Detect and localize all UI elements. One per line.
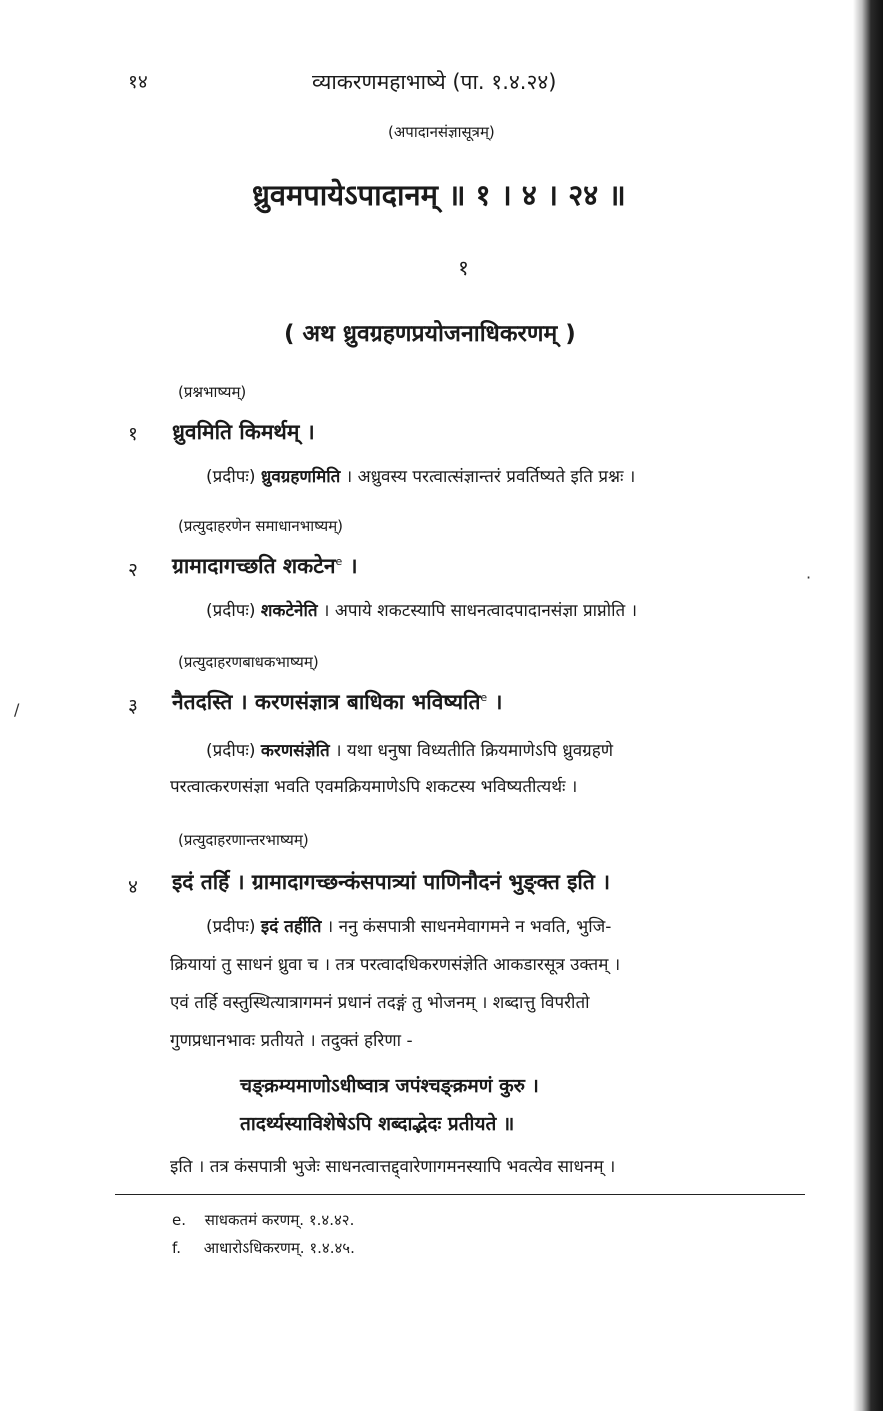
footnote [172,1238,355,1258]
bhashya-text [172,688,502,716]
bhashya-number: ४ [128,876,138,898]
pradipa-head: करणसंज्ञेति [260,741,330,761]
scan-mark: · [806,568,812,587]
section-label: (अपादानसंज्ञासूत्रम्) [388,123,495,141]
footnote [172,1210,354,1230]
bhashya-label: (प्रत्युदाहरणेन समाधानभाष्यम्) [178,517,344,535]
footnote-text: साधकतमं करणम्. १.४.४२. [204,1211,355,1229]
footnote-marker: e [335,555,343,568]
bhashya-label: (प्रत्युदाहरणान्तरभाष्यम्) [178,831,309,849]
pradipa-line: । ननु कंसपात्री साधनमेवागमने न भवति, भुजि- [326,917,612,937]
footnote-rule [115,1194,805,1195]
bhashya-text [172,552,358,580]
pradipa-head: इदं तर्हीति [260,917,322,937]
verse-line: तादर्थ्यस्याविशेषेऽपि शब्दाद्भेदः प्रतीयते ॥ [240,1113,515,1135]
pradipa-commentary [206,598,637,621]
adhikarana-title: ( अथ ध्रुवग्रहणप्रयोजनाधिकरणम् ) [284,321,576,347]
pradipa-line: । यथा धनुषा विध्यतीति क्रियमाणेऽपि ध्रुवग्रहणे [335,741,614,761]
closing-line: इति । तत्र कंसपात्री भुजेः साधनत्वात्तद्द्वारेणागमनस्यापि भवत्येव साधनम् । [170,1157,616,1177]
running-title: व्याकरणमहाभाष्ये (पा. १.४.२४) [312,70,557,94]
bhashya-text: इदं तर्हि । ग्रामादागच्छन्कंसपात्र्यां पाणिनौदनं भुङ्क्त इति । [172,870,611,894]
pradipa-line: परत्वात्करणसंज्ञा भवति एवमक्रियमाणेऽपि शकटस्य भविष्यतीत्यर्थः । [170,777,578,797]
pradipa-tag: (प्रदीपः) [206,467,256,487]
sutra-heading: ध्रुवमपायेऽपादानम् ॥ १ । ४ । २४ ॥ [252,178,626,212]
pradipa-line: एवं तर्हि वस्तुस्थित्यात्रागमनं प्रधानं तदङ्गं तु भोजनम् । शब्दात्तु विपरीतो [170,993,590,1013]
bhashya-number: २ [128,559,138,581]
pradipa-tag: (प्रदीपः) [206,741,256,761]
bhashya-number: ३ [128,695,138,717]
bhashya-label: (प्रश्नभाष्यम्) [178,383,247,401]
bhashya-main: नैतदस्ति । करणसंज्ञात्र बाधिका भविष्यति [172,690,481,714]
pradipa-commentary [206,738,613,761]
bhashya-label: (प्रत्युदाहरणबाधकभाष्यम्) [178,653,319,671]
pradipa-tag: (प्रदीपः) [206,601,256,621]
pradipa-line: गुणप्रधानभावः प्रतीयते । तदुक्तं हरिणा - [170,1031,413,1051]
adhikarana-number: १ [458,256,469,280]
pradipa-line: । अपाये शकटस्यापि साधनत्वादपादानसंज्ञा प्राप्नोति । [323,601,638,621]
footnote-text: आधारोऽधिकरणम्. १.४.४५. [203,1239,355,1257]
pradipa-line: । अध्रुवस्य परत्वात्संज्ञान्तरं प्रवर्तिष्यते इति प्रश्नः । [345,467,636,487]
bhashya-main: ग्रामादागच्छति शकटेन [172,554,336,578]
pradipa-head: शकटेनेति [260,601,318,621]
footnote-mark: e. [172,1211,186,1229]
footnote-marker: e [480,691,488,704]
pradipa-commentary [206,464,635,487]
pradipa-tag: (प्रदीपः) [206,917,256,937]
bhashya-end: । [487,690,503,714]
pradipa-head: ध्रुवग्रहणमिति [260,467,341,487]
page-number: १४ [128,71,148,93]
bhashya-end: । [342,554,358,578]
verse-line: चङ्क्रम्यमाणोऽधीष्वात्र जपंश्चङ्क्रमणं कुरु । [240,1075,539,1097]
pradipa-line: क्रियायां तु साधनं ध्रुवा च । तत्र परत्वादधिकरणसंज्ञेति आकडारसूत्र उक्तम् । [170,955,621,975]
pradipa-commentary [206,914,611,937]
bhashya-text: ध्रुवमिति किमर्थम् । [172,420,315,444]
bhashya-number: १ [128,423,138,445]
scanned-page-edge [853,0,883,1411]
scan-mark: / [14,700,20,719]
footnote-mark: f. [172,1239,181,1257]
